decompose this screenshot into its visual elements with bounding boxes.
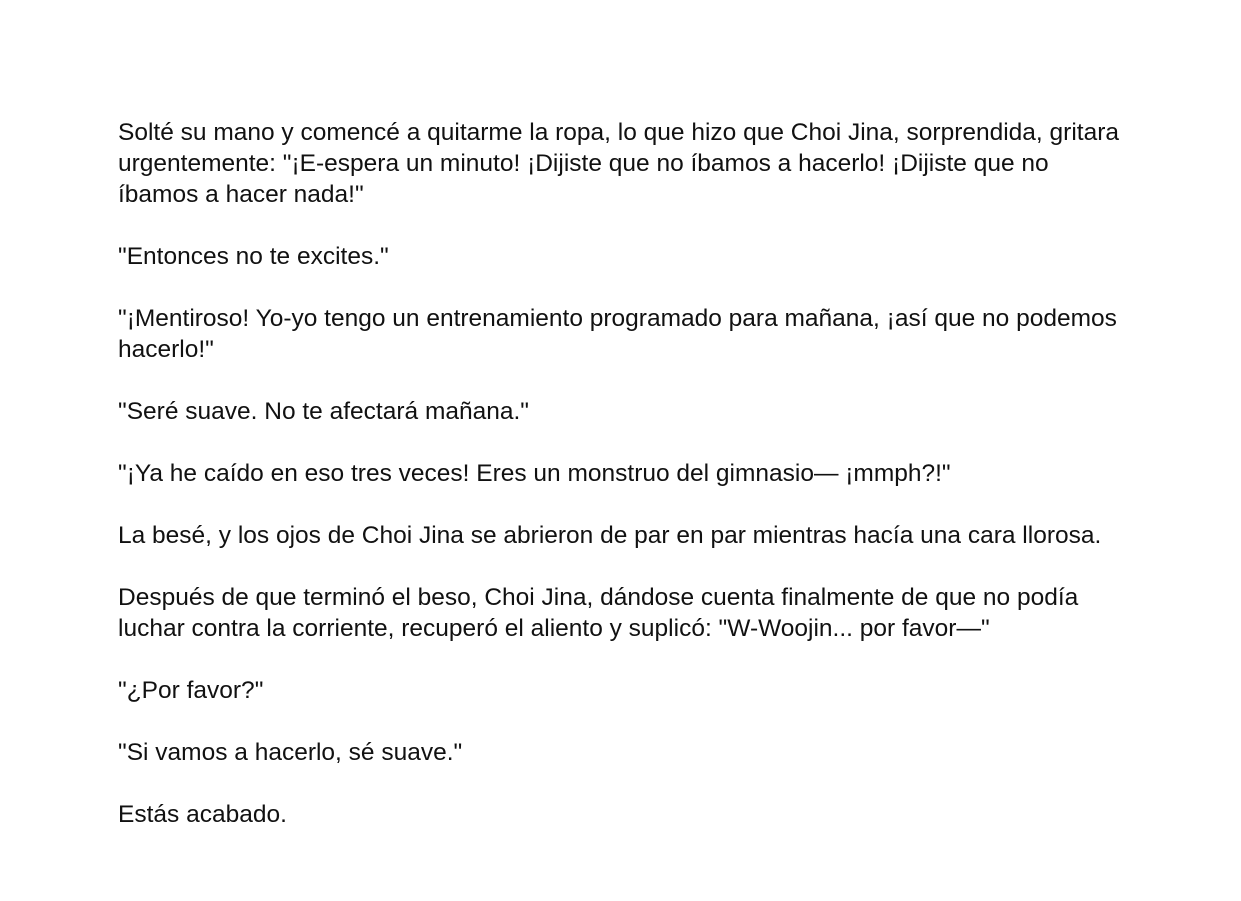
paragraph: "¡Mentiroso! Yo-yo tengo un entrenamiento programado para mañana, ¡así que no podemos hacerlo!" [118,305,1117,363]
paragraph: "¡Ya he caído en eso tres veces! Eres un monstruo del gimnasio— ¡mmph?!" [118,460,951,487]
paragraph: "Si vamos a hacerlo, sé suave." [118,739,463,766]
paragraph: "Seré suave. No te afectará mañana." [118,398,529,425]
paragraph: "¿Por favor?" [118,677,264,704]
paragraph: "Entonces no te excites." [118,243,389,270]
paragraph: Solté su mano y comencé a quitarme la ropa, lo que hizo que Choi Jina, sorprendida, gritara urgentemente: "¡E-espera un minuto! ¡Dijiste que no íbamos a hacerlo! ¡Dijiste que no íbamos a hacer nada!" [118,119,1119,208]
paragraph: Estás acabado. [118,801,287,828]
paragraph: La besé, y los ojos de Choi Jina se abrieron de par en par mientras hacía una cara llorosa. [118,522,1102,549]
paragraph: Después de que terminó el beso, Choi Jina, dándose cuenta finalmente de que no podía luchar contra la corriente, recuperó el aliento y suplicó: "W-Woojin... por favor—" [118,584,1079,642]
document-page [118,117,1128,861]
